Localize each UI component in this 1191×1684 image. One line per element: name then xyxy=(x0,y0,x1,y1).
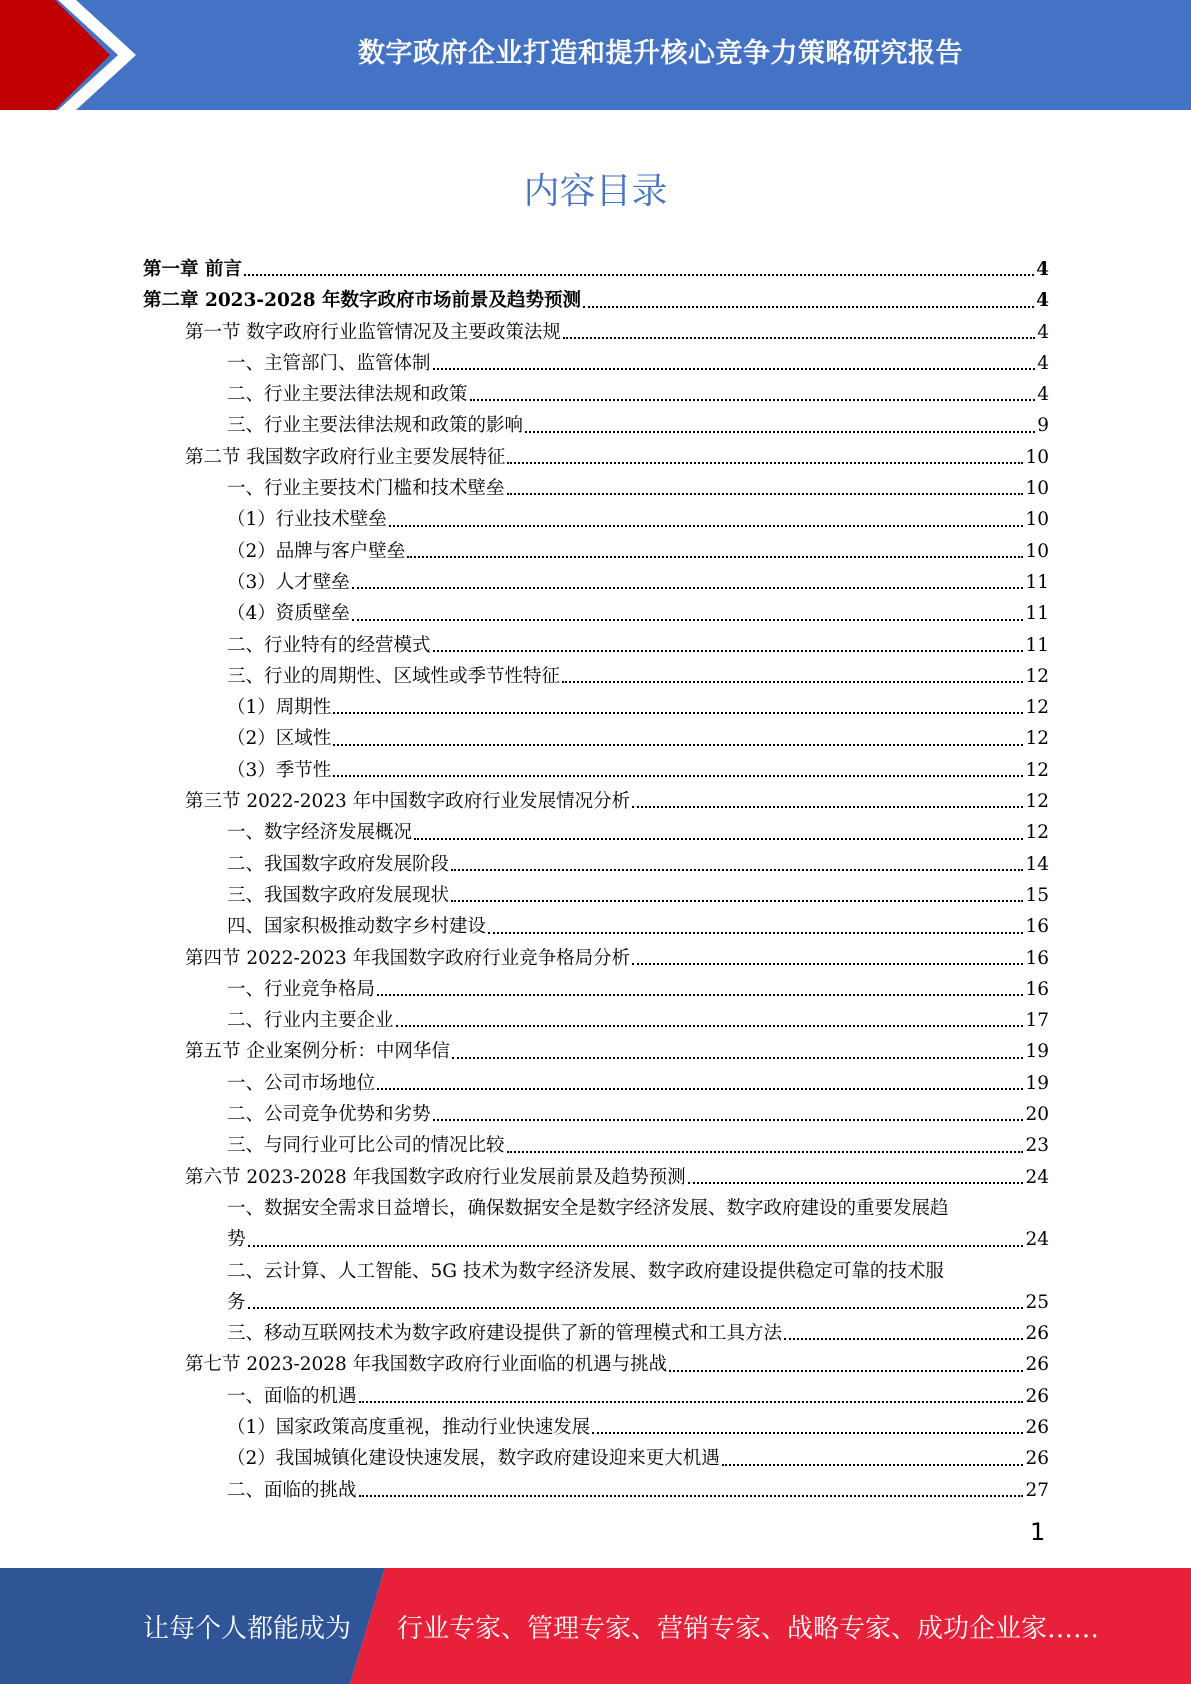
toc-leader-dots xyxy=(563,336,1035,339)
toc-entry-title: 三、移动互联网技术为数字政府建设提供了新的管理模式和工具方法 xyxy=(227,1323,783,1345)
toc-entry-title: 三、与同行业可比公司的情况比较 xyxy=(227,1135,505,1157)
toc-entry-page: 24 xyxy=(1025,1166,1049,1188)
toc-entry-page: 27 xyxy=(1025,1479,1049,1501)
toc-leader-dots xyxy=(244,273,1034,276)
toc-entry-page: 26 xyxy=(1025,1448,1049,1470)
toc-entry-title: （3）人才壁垒 xyxy=(227,571,350,593)
footer-slogan-right: 行业专家、管理专家、营销专家、战略专家、成功企业家…… xyxy=(397,1613,1100,1644)
toc-heading: 内容目录 xyxy=(523,171,668,212)
toc-entry[interactable] xyxy=(143,943,1049,974)
toc-entry[interactable] xyxy=(143,1005,1049,1036)
toc-leader-dots xyxy=(433,367,1036,370)
toc-leader-dots xyxy=(248,1306,1024,1309)
toc-leader-dots xyxy=(583,305,1034,308)
toc-entry[interactable] xyxy=(143,630,1049,661)
toc-leader-dots xyxy=(407,555,1023,558)
toc-entry-title: 第二节 我国数字政府行业主要发展特征 xyxy=(185,446,506,468)
toc-entry-page: 10 xyxy=(1025,478,1049,500)
toc-entry-page: 16 xyxy=(1025,916,1049,938)
toc-entry[interactable] xyxy=(143,254,1049,285)
toc-leader-dots xyxy=(396,1024,1024,1027)
toc-entry[interactable] xyxy=(143,1349,1049,1380)
toc-entry-page: 16 xyxy=(1025,978,1049,1000)
toc-entry-page: 26 xyxy=(1025,1385,1049,1407)
table-of-contents xyxy=(143,254,1049,1506)
toc-leader-dots xyxy=(333,774,1023,777)
toc-entry-title: 第七节 2023-2028 年我国数字政府行业面临的机遇与挑战 xyxy=(185,1354,668,1376)
toc-leader-dots xyxy=(632,805,1023,808)
toc-entry-page: 4 xyxy=(1036,290,1049,312)
toc-entry[interactable] xyxy=(143,1036,1049,1067)
toc-leader-dots xyxy=(451,899,1023,902)
toc-entry-title: 第五节 企业案例分析：中网华信 xyxy=(185,1041,450,1063)
toc-leader-dots xyxy=(470,398,1036,401)
header-banner xyxy=(0,0,1191,110)
toc-leader-dots xyxy=(451,868,1023,871)
toc-entry[interactable] xyxy=(143,1256,1049,1319)
toc-entry-title: 二、我国数字政府发展阶段 xyxy=(227,853,450,875)
toc-entry[interactable] xyxy=(143,473,1049,504)
toc-entry-page: 26 xyxy=(1025,1323,1049,1345)
toc-entry[interactable] xyxy=(143,786,1049,817)
toc-entry[interactable] xyxy=(143,849,1049,880)
toc-entry-title: （2）我国城镇化建设快速发展，数字政府建设迎来更大机遇 xyxy=(227,1448,720,1470)
toc-entry-title: 一、数字经济发展概况 xyxy=(227,822,413,844)
toc-entry[interactable] xyxy=(143,317,1049,348)
toc-entry[interactable] xyxy=(143,755,1049,786)
toc-entry-title: 三、行业的周期性、区域性或季节性特征 xyxy=(227,665,561,687)
toc-entry[interactable] xyxy=(143,598,1049,629)
toc-entry[interactable] xyxy=(143,348,1049,379)
toc-entry-title: 第二章 2023-2028 年数字政府市场前景及趋势预测 xyxy=(143,290,582,312)
toc-leader-dots xyxy=(669,1369,1023,1372)
toc-entry-page: 10 xyxy=(1025,446,1049,468)
toc-entry-title: 一、行业主要技术门槛和技术壁垒 xyxy=(227,478,505,500)
toc-entry-page: 12 xyxy=(1025,665,1049,687)
toc-entry-page: 17 xyxy=(1025,1010,1049,1032)
toc-entry-page: 12 xyxy=(1025,697,1049,719)
toc-entry-title: 一、面临的机遇 xyxy=(227,1385,357,1407)
toc-leader-dots xyxy=(333,711,1023,714)
toc-entry[interactable] xyxy=(143,661,1049,692)
toc-entry[interactable] xyxy=(143,1381,1049,1412)
toc-entry[interactable] xyxy=(143,692,1049,723)
toc-entry-page: 24 xyxy=(1025,1229,1049,1251)
toc-entry-page: 4 xyxy=(1037,321,1049,343)
toc-entry-title: 二、行业内主要企业 xyxy=(227,1010,394,1032)
toc-entry-page: 16 xyxy=(1025,947,1049,969)
toc-entry-page: 26 xyxy=(1025,1416,1049,1438)
toc-entry[interactable] xyxy=(143,817,1049,848)
toc-entry-title: 二、行业特有的经营模式 xyxy=(227,634,431,656)
toc-entry[interactable] xyxy=(143,1162,1049,1193)
toc-entry-page: 11 xyxy=(1025,634,1049,656)
toc-entry-page: 12 xyxy=(1025,822,1049,844)
page-number: 1 xyxy=(1030,1518,1046,1546)
toc-entry-title: 第六节 2023-2028 年我国数字政府行业发展前景及趋势预测 xyxy=(185,1166,686,1188)
report-title: 数字政府企业打造和提升核心竞争力策略研究报告 xyxy=(358,37,963,69)
toc-entry-page: 25 xyxy=(1025,1291,1049,1313)
toc-entry-page: 26 xyxy=(1025,1354,1049,1376)
toc-leader-dots xyxy=(525,430,1035,433)
toc-leader-dots xyxy=(333,743,1023,746)
toc-entry-page: 12 xyxy=(1025,791,1049,813)
toc-entry-title: 二、公司竞争优势和劣势 xyxy=(227,1104,431,1126)
toc-leader-dots xyxy=(562,680,1023,683)
toc-entry[interactable] xyxy=(143,536,1049,567)
toc-entry-title: 第一节 数字政府行业监管情况及主要政策法规 xyxy=(185,321,561,343)
toc-leader-dots xyxy=(352,618,1024,621)
toc-entry-title: （4）资质壁垒 xyxy=(227,603,350,625)
toc-leader-dots xyxy=(688,1181,1024,1184)
toc-entry-title-continued: 务 xyxy=(227,1291,246,1313)
toc-entry-title: 二、面临的挑战 xyxy=(227,1479,357,1501)
toc-leader-dots xyxy=(352,586,1024,589)
toc-leader-dots xyxy=(359,1494,1024,1497)
toc-entry-title: 三、行业主要法律法规和政策的影响 xyxy=(227,415,524,437)
toc-leader-dots xyxy=(248,1244,1024,1247)
toc-entry-title: 一、数据安全需求日益增长，确保数据安全是数字经济发展、数字政府建设的重要发展趋 xyxy=(227,1197,949,1219)
toc-entry-title: 四、国家积极推动数字乡村建设 xyxy=(227,916,487,938)
toc-leader-dots xyxy=(389,524,1024,527)
toc-leader-dots xyxy=(433,1118,1024,1121)
toc-entry[interactable] xyxy=(143,1068,1049,1099)
toc-leader-dots xyxy=(632,962,1023,965)
toc-leader-dots xyxy=(377,1087,1023,1090)
toc-entry-page: 9 xyxy=(1037,415,1049,437)
toc-leader-dots xyxy=(433,649,1024,652)
toc-entry[interactable] xyxy=(143,379,1049,410)
toc-leader-dots xyxy=(377,993,1023,996)
toc-entry-title: 一、主管部门、监管体制 xyxy=(227,352,431,374)
toc-entry[interactable] xyxy=(143,1443,1049,1474)
toc-entry-title: （2）品牌与客户壁垒 xyxy=(227,540,406,562)
toc-entry-page: 23 xyxy=(1025,1135,1049,1157)
toc-entry-page: 11 xyxy=(1025,603,1049,625)
toc-entry[interactable] xyxy=(143,1193,1049,1256)
toc-leader-dots xyxy=(592,1431,1023,1434)
toc-entry-page: 14 xyxy=(1025,853,1049,875)
toc-entry-title: 第四节 2022-2023 年我国数字政府行业竞争格局分析 xyxy=(185,947,631,969)
toc-leader-dots xyxy=(452,1056,1024,1059)
toc-entry-page: 19 xyxy=(1025,1072,1049,1094)
toc-entry[interactable] xyxy=(143,1099,1049,1130)
toc-leader-dots xyxy=(488,931,1023,934)
toc-entry-page: 4 xyxy=(1036,259,1049,280)
toc-entry[interactable] xyxy=(143,880,1049,911)
toc-entry-page: 12 xyxy=(1025,759,1049,781)
toc-leader-dots xyxy=(507,461,1023,464)
toc-leader-dots xyxy=(507,492,1024,495)
toc-entry-title: （1）周期性 xyxy=(227,697,332,719)
toc-entry[interactable] xyxy=(143,442,1049,473)
toc-entry-page: 11 xyxy=(1025,571,1049,593)
toc-entry-page: 10 xyxy=(1025,540,1049,562)
toc-entry-title: （2）区域性 xyxy=(227,728,332,750)
toc-entry-title: 第三节 2022-2023 年中国数字政府行业发展情况分析 xyxy=(185,791,631,813)
toc-entry[interactable] xyxy=(143,911,1049,942)
toc-entry-title: （3）季节性 xyxy=(227,759,332,781)
toc-leader-dots xyxy=(507,1150,1024,1153)
toc-leader-dots xyxy=(414,837,1023,840)
toc-entry[interactable] xyxy=(143,1475,1049,1506)
toc-entry-title: 一、行业竞争格局 xyxy=(227,978,376,1000)
toc-leader-dots xyxy=(359,1400,1024,1403)
toc-entry-title: 第一章 前言 xyxy=(143,259,242,280)
toc-entry-page: 15 xyxy=(1025,884,1049,906)
toc-entry[interactable] xyxy=(143,504,1049,535)
footer-slogan-left: 让每个人都能成为 xyxy=(143,1613,352,1644)
toc-entry[interactable] xyxy=(143,1318,1049,1349)
toc-entry-page: 4 xyxy=(1037,384,1049,406)
toc-entry[interactable] xyxy=(143,1130,1049,1161)
toc-leader-dots xyxy=(722,1463,1024,1466)
toc-entry-page: 4 xyxy=(1037,352,1049,374)
toc-entry-page: 12 xyxy=(1025,728,1049,750)
toc-entry-page: 20 xyxy=(1025,1104,1049,1126)
toc-entry-title: 二、行业主要法律法规和政策 xyxy=(227,384,468,406)
toc-entry[interactable] xyxy=(143,567,1049,598)
toc-entry-title: 一、公司市场地位 xyxy=(227,1072,376,1094)
toc-entry-title: 三、我国数字政府发展现状 xyxy=(227,884,450,906)
toc-entry[interactable] xyxy=(143,974,1049,1005)
toc-entry-title: （1）行业技术壁垒 xyxy=(227,509,387,531)
toc-entry[interactable] xyxy=(143,723,1049,754)
toc-entry-title-continued: 势 xyxy=(227,1229,246,1251)
toc-entry-page: 19 xyxy=(1025,1041,1049,1063)
footer-banner xyxy=(0,1568,1191,1684)
toc-entry-title: （1）国家政策高度重视，推动行业快速发展 xyxy=(227,1416,591,1438)
toc-leader-dots xyxy=(784,1337,1023,1340)
toc-entry-title: 二、云计算、人工智能、5G 技术为数字经济发展、数字政府建设提供稳定可靠的技术服 xyxy=(227,1260,944,1282)
toc-entry-page: 10 xyxy=(1025,509,1049,531)
toc-entry[interactable] xyxy=(143,1412,1049,1443)
toc-entry[interactable] xyxy=(143,285,1049,316)
toc-entry[interactable] xyxy=(143,410,1049,441)
